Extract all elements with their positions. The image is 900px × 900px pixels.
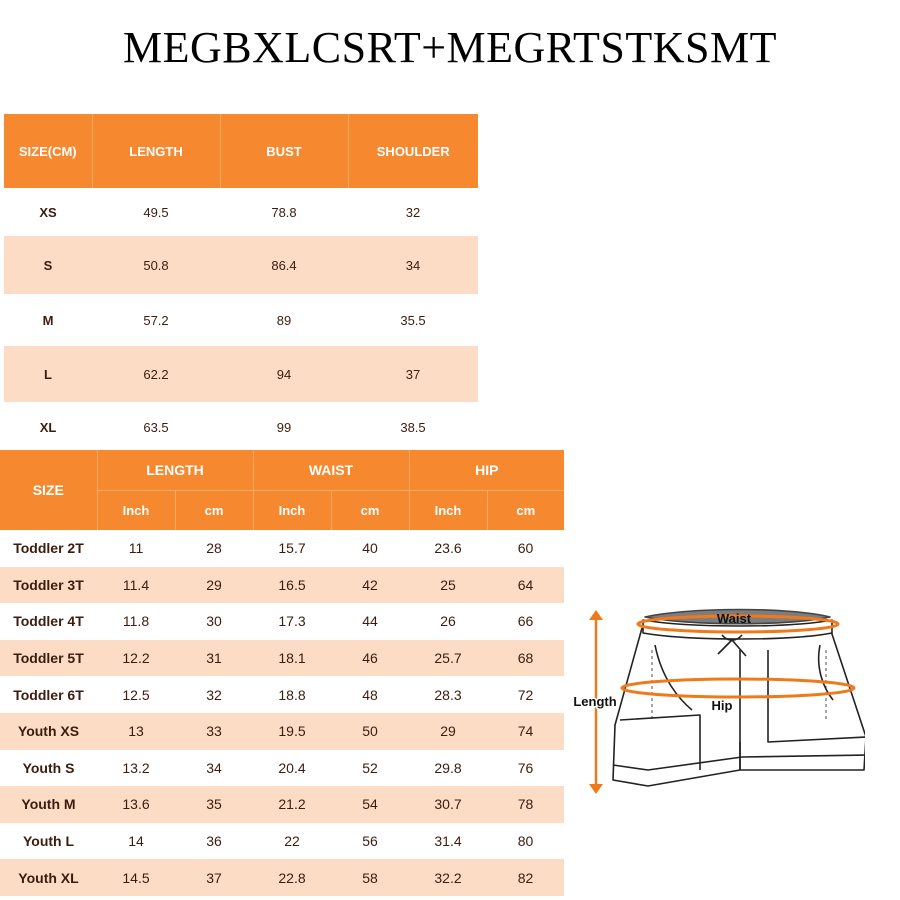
length-inch-cell: 14.5 — [97, 859, 175, 896]
shoulder-cell: 32 — [348, 188, 478, 236]
waist-inch-cell: 22.8 — [253, 859, 331, 896]
length-inch-cell: 12.2 — [97, 640, 175, 677]
table-row — [0, 859, 564, 896]
table-row — [0, 676, 564, 713]
hip-inch-cell: 23.6 — [409, 530, 487, 567]
header-length-group: LENGTH — [97, 450, 253, 490]
header-hip-group: HIP — [409, 450, 564, 490]
waist-cm-cell: 50 — [331, 713, 409, 750]
waist-cm-cell: 56 — [331, 823, 409, 860]
waist-cm-cell: 46 — [331, 640, 409, 677]
table-row — [0, 603, 564, 640]
length-cm-cell: 33 — [175, 713, 253, 750]
table-row — [0, 530, 564, 567]
length-cm-cell: 32 — [175, 676, 253, 713]
hip-label: Hip — [711, 698, 733, 713]
waist-label: Waist — [716, 611, 752, 626]
length-cell: 62.2 — [92, 346, 220, 402]
hip-cm-cell: 76 — [487, 750, 564, 787]
table-row — [4, 346, 478, 402]
top-size-table — [4, 114, 478, 452]
table-row — [4, 188, 478, 236]
hip-inch-cell: 31.4 — [409, 823, 487, 860]
header-size-cm: SIZE(CM) — [4, 114, 92, 188]
hip-inch-cell: 25.7 — [409, 640, 487, 677]
bust-cell: 94 — [220, 346, 348, 402]
waist-inch-cell: 21.2 — [253, 786, 331, 823]
length-cm-cell: 31 — [175, 640, 253, 677]
length-cell: 49.5 — [92, 188, 220, 236]
waist-inch-cell: 15.7 — [253, 530, 331, 567]
hip-cm-cell: 64 — [487, 567, 564, 604]
size-cell: XL — [4, 402, 92, 452]
length-inch-cell: 13 — [97, 713, 175, 750]
header-length: LENGTH — [92, 114, 220, 188]
length-cm-cell: 37 — [175, 859, 253, 896]
hip-cm-cell: 74 — [487, 713, 564, 750]
length-inch-cell: 11.4 — [97, 567, 175, 604]
shoulder-cell: 37 — [348, 346, 478, 402]
waist-cm-cell: 42 — [331, 567, 409, 604]
length-inch-cell: 11 — [97, 530, 175, 567]
bust-cell: 78.8 — [220, 188, 348, 236]
length-inch-cell: 13.2 — [97, 750, 175, 787]
size-cell: Youth M — [0, 786, 97, 823]
length-cm-cell: 29 — [175, 567, 253, 604]
size-cell: Toddler 3T — [0, 567, 97, 604]
hip-cm-cell: 66 — [487, 603, 564, 640]
size-cell: Toddler 6T — [0, 676, 97, 713]
length-inch-cell: 13.6 — [97, 786, 175, 823]
waist-cm-cell: 54 — [331, 786, 409, 823]
size-cell: Youth L — [0, 823, 97, 860]
length-inch-cell: 11.8 — [97, 603, 175, 640]
length-cm-cell: 30 — [175, 603, 253, 640]
size-cell: Youth XL — [0, 859, 97, 896]
table-row — [4, 236, 478, 294]
length-cm-cell: 35 — [175, 786, 253, 823]
shoulder-cell: 38.5 — [348, 402, 478, 452]
hip-cm-cell: 72 — [487, 676, 564, 713]
size-cell: Toddler 2T — [0, 530, 97, 567]
header-hip-cm: cm — [487, 490, 564, 530]
waist-inch-cell: 18.1 — [253, 640, 331, 677]
size-cell: Toddler 5T — [0, 640, 97, 677]
length-inch-cell: 12.5 — [97, 676, 175, 713]
length-label: Length — [573, 694, 617, 709]
waist-cm-cell: 48 — [331, 676, 409, 713]
table-row — [0, 823, 564, 860]
hip-cm-cell: 60 — [487, 530, 564, 567]
size-cell: Toddler 4T — [0, 603, 97, 640]
size-cell: XS — [4, 188, 92, 236]
hip-inch-cell: 26 — [409, 603, 487, 640]
header-waist-cm: cm — [331, 490, 409, 530]
hip-cm-cell: 82 — [487, 859, 564, 896]
length-inch-cell: 14 — [97, 823, 175, 860]
waist-cm-cell: 58 — [331, 859, 409, 896]
bust-cell: 86.4 — [220, 236, 348, 294]
header-length-cm: cm — [175, 490, 253, 530]
header-waist-group: WAIST — [253, 450, 409, 490]
table-row — [0, 786, 564, 823]
bottom-size-table — [0, 450, 564, 896]
hip-inch-cell: 28.3 — [409, 676, 487, 713]
table-row — [4, 402, 478, 452]
header-waist-inch: Inch — [253, 490, 331, 530]
group-header-row — [0, 450, 564, 490]
header-bust: BUST — [220, 114, 348, 188]
waist-inch-cell: 19.5 — [253, 713, 331, 750]
length-cm-cell: 34 — [175, 750, 253, 787]
length-cm-cell: 28 — [175, 530, 253, 567]
length-cm-cell: 36 — [175, 823, 253, 860]
size-cell: Youth XS — [0, 713, 97, 750]
length-cell: 57.2 — [92, 294, 220, 346]
waist-cm-cell: 44 — [331, 603, 409, 640]
hip-inch-cell: 32.2 — [409, 859, 487, 896]
table-row — [4, 294, 478, 346]
hip-cm-cell: 80 — [487, 823, 564, 860]
size-cell: M — [4, 294, 92, 346]
table-row — [0, 640, 564, 677]
bust-cell: 89 — [220, 294, 348, 346]
header-hip-inch: Inch — [409, 490, 487, 530]
waist-inch-cell: 18.8 — [253, 676, 331, 713]
waist-inch-cell: 17.3 — [253, 603, 331, 640]
size-cell: Youth S — [0, 750, 97, 787]
waist-inch-cell: 22 — [253, 823, 331, 860]
table-row — [0, 567, 564, 604]
table-row — [0, 750, 564, 787]
waist-inch-cell: 20.4 — [253, 750, 331, 787]
shoulder-cell: 34 — [348, 236, 478, 294]
hip-cm-cell: 78 — [487, 786, 564, 823]
length-cell: 50.8 — [92, 236, 220, 294]
shoulder-cell: 35.5 — [348, 294, 478, 346]
header-shoulder: SHOULDER — [348, 114, 478, 188]
size-cell: S — [4, 236, 92, 294]
bust-cell: 99 — [220, 402, 348, 452]
shorts-measurement-diagram — [565, 600, 865, 800]
table-row — [0, 713, 564, 750]
waist-cm-cell: 40 — [331, 530, 409, 567]
waist-cm-cell: 52 — [331, 750, 409, 787]
hip-inch-cell: 25 — [409, 567, 487, 604]
waist-inch-cell: 16.5 — [253, 567, 331, 604]
hip-inch-cell: 29.8 — [409, 750, 487, 787]
hip-cm-cell: 68 — [487, 640, 564, 677]
hip-inch-cell: 30.7 — [409, 786, 487, 823]
header-size: SIZE — [0, 450, 97, 530]
hip-measure-line — [622, 679, 854, 697]
top-table-header-row — [4, 114, 478, 188]
header-length-inch: Inch — [97, 490, 175, 530]
size-cell: L — [4, 346, 92, 402]
hip-inch-cell: 29 — [409, 713, 487, 750]
bottom-table-body — [0, 530, 564, 896]
page-title: MEGBXLCSRT+MEGRTSTKSMT — [123, 23, 777, 72]
length-cell: 63.5 — [92, 402, 220, 452]
